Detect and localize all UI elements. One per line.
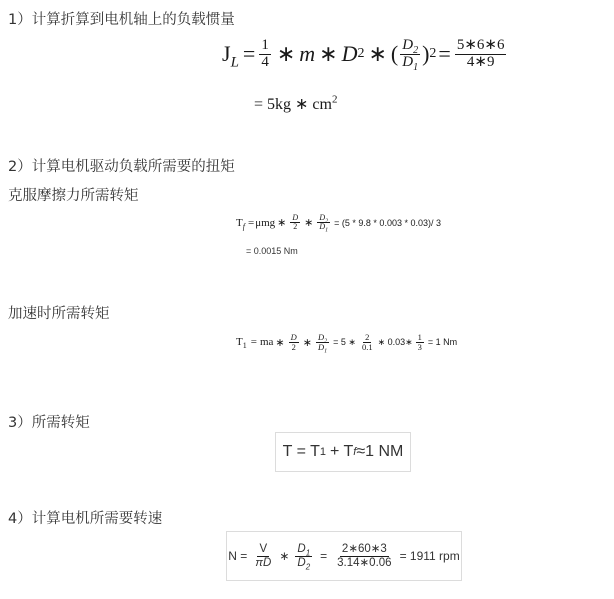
eq1-lhs: $J_L$ (222, 41, 239, 71)
equation-acceleration-torque: $T_1$ = ma ∗ $\frac{D}{2}$ ∗ $\frac{D_2}{D_1}$ = 5 ∗ $\frac{2}{0.1}$ ∗ 0.03∗ $\frac{1}{3}$ = 1 Nm (236, 332, 458, 355)
heading-acceleration-torque: 加速时所需转矩 (8, 306, 110, 322)
equation-friction-torque: $T_f$ = μmg ∗ $\frac{D}{2}$ ∗ $\frac{D_2}{D_1}$ = (5 * 9.8 * 0.003 * 0.03)/ 3 (236, 213, 441, 234)
eq1-quarter: $\frac{1}{4}$ (261, 37, 269, 70)
heading-drive-torque: 2）计算电机驱动负载所需要的扭矩 (8, 159, 235, 175)
equation-load-inertia: $J_L$ = $\frac{1}{4}$ ∗ m ∗ D 2 ∗ ( $\frac{D_2}{D_1}$ ) 2 = $\frac{5∗6∗6}{4∗9}$ (222, 37, 505, 73)
equation-friction-torque-result: = 0.0015 Nm (246, 246, 298, 256)
heading-friction-torque: 克服摩擦力所需转矩 (8, 188, 139, 204)
eq1-numeric: $\frac{5∗6∗6}{4∗9}$ (456, 37, 505, 70)
heading-motor-speed: 4）计算电机所需要转速 (8, 511, 163, 527)
eq1-diameter-ratio: $\frac{D_2}{D_1}$ (402, 37, 419, 73)
equation-load-inertia-result: = 5kg ∗ $cm^2$ (254, 93, 338, 113)
heading-required-torque: 3）所需转矩 (8, 415, 90, 431)
equation-motor-speed: N = $\frac{V}{\pi D}$ ∗ $\frac{D_1}{D_2}$ = $\frac{2∗60∗3}{3.14∗0.06}$ = 1911 rpm (226, 531, 462, 581)
heading-load-inertia: 1）计算折算到电机轴上的负载惯量 (8, 12, 235, 28)
equation-total-torque: T = T 1 + T f ≈1 NM (275, 432, 411, 472)
